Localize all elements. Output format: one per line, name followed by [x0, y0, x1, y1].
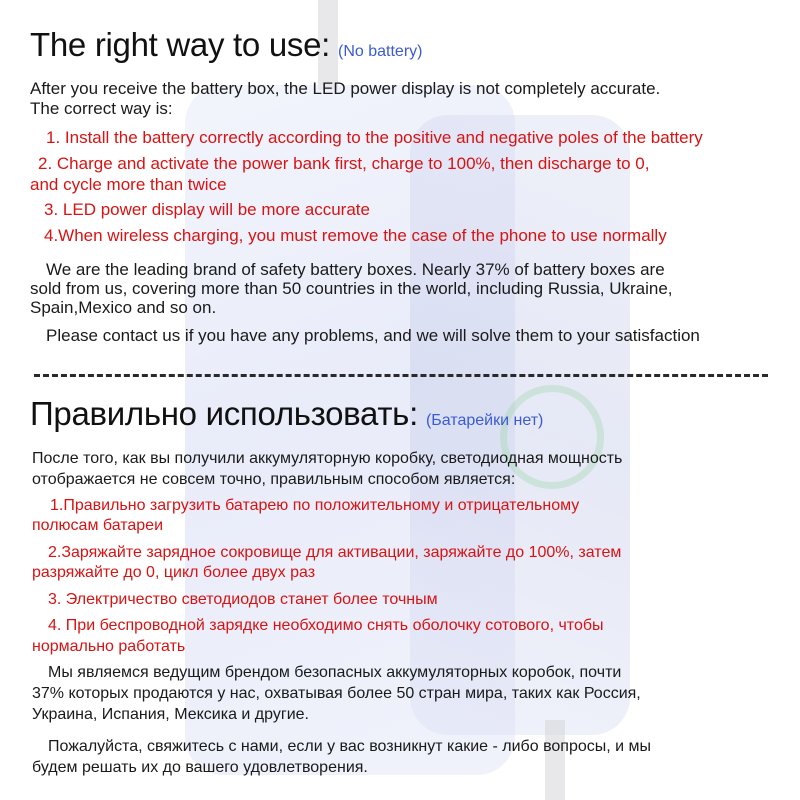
english-step-2-line-1: 2. Charge and activate the power bank first, charge to 100%, then discharge to 0,: [38, 154, 650, 173]
english-title: [30, 26, 422, 64]
russian-step-3: 3. Электричество светодиодов станет более точным: [48, 591, 438, 608]
russian-step-4-line-2: нормально работать: [32, 638, 186, 655]
english-brand-line-2: sold from us, covering more than 50 countries in the world, including Russia, Ukraine,: [30, 279, 673, 298]
english-step-2-line-2: and cycle more than twice: [30, 175, 227, 194]
russian-title: [30, 395, 543, 433]
english-contact-line: Please contact us if you have any problems, and we will solve them to your satisfaction: [46, 326, 700, 345]
russian-brand-line-3: Украина, Испания, Мексика и другие.: [32, 706, 309, 723]
english-brand-line-3: Spain,Mexico and so on.: [30, 298, 217, 317]
english-title-note: (No battery): [338, 43, 423, 60]
russian-intro-line-2: отображается не совсем точно, правильным способом является:: [32, 471, 516, 488]
russian-brand-line-2: 37% которых продаются у нас, охватывая более 50 стран мира, таких как Россия,: [32, 685, 641, 702]
russian-title-note: (Батарейки нет): [425, 412, 544, 429]
russian-step-2-line-1: 2.Заряжайте зарядное сокровище для активации, заряжайте до 100%, затем: [48, 544, 622, 561]
russian-contact-line-1: Пожалуйста, свяжитесь с нами, если у вас возникнут какие - либо вопросы, и мы: [48, 738, 652, 755]
russian-step-1-line-2: полюсам батареи: [32, 517, 164, 534]
english-step-4: 4.When wireless charging, you must remove the case of the phone to use normally: [44, 226, 667, 245]
english-step-3: 3. LED power display will be more accurate: [44, 200, 370, 219]
russian-intro-line-1: После того, как вы получили аккумуляторную коробку, светодиодная мощность: [32, 450, 623, 467]
english-step-1: 1. Install the battery correctly according to the positive and negative poles of the battery: [46, 128, 703, 147]
russian-step-4-line-1: 4. При беспроводной зарядке необходимо снять оболочку сотового, чтобы: [48, 617, 604, 634]
russian-contact-line-2: будем решать их до вашего удовлетворения.: [32, 759, 368, 776]
english-brand-line-1: We are the leading brand of safety battery boxes. Nearly 37% of battery boxes are: [46, 260, 665, 279]
russian-title-text: Правильно использовать:: [30, 395, 418, 432]
english-title-text: The right way to use:: [30, 26, 331, 63]
russian-brand-line-1: Мы являемся ведущим брендом безопасных аккумуляторных коробок, почти: [48, 664, 622, 681]
english-intro-line-2: The correct way is:: [30, 99, 173, 118]
english-intro-line-1: After you receive the battery box, the LED power display is not completely accurate.: [30, 79, 661, 98]
section-divider: [34, 374, 768, 377]
russian-step-2-line-2: разряжайте до 0, цикл более двух раз: [32, 564, 316, 581]
russian-step-1-line-1: 1.Правильно загрузить батарею по положительному и отрицательному: [50, 497, 580, 514]
